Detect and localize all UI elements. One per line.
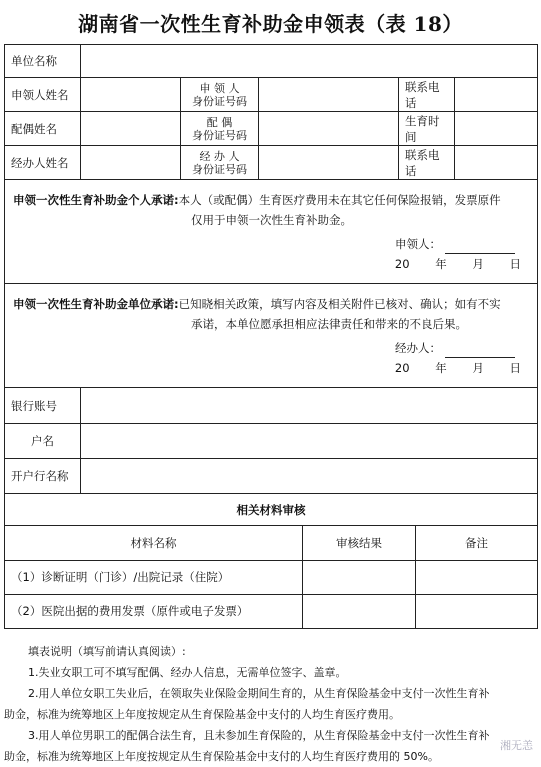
unit-pledge-text1: 已知晓相关政策，填写内容及相关附件已核对、确认；如有不实 (179, 297, 501, 311)
spouse-name-label: 配偶姓名 (5, 112, 81, 146)
applicant-signature-line[interactable] (445, 241, 515, 254)
personal-pledge-text2: 仅用于申领一次性生育补助金。 (13, 210, 529, 230)
unit-pledge-heading: 申领一次性生育补助金单位承诺: (13, 297, 179, 311)
account-holder-label: 户名 (5, 424, 81, 459)
handler-signature-line[interactable] (445, 345, 515, 358)
bank-account-label: 银行账号 (5, 388, 81, 424)
personal-pledge-heading: 申领一次性生育补助金个人承诺: (13, 193, 179, 207)
personal-pledge (5, 180, 538, 284)
phone2-label: 联系电话 (399, 146, 455, 180)
instruction-3a: 3.用人单位男职工的配偶合法生育，且未参加生育保险的，从生育保险基金中支付一次性生育补 (4, 725, 537, 746)
spouse-name-field[interactable] (81, 112, 181, 146)
bank-name-field[interactable] (81, 459, 538, 494)
personal-pledge-date: 20 年 月 日 (13, 254, 529, 274)
birth-time-label: 生育时间 (399, 112, 455, 146)
instruction-1: 1.失业女职工可不填写配偶、经办人信息，无需单位签字、盖章。 (4, 662, 537, 683)
review-remarks-2[interactable] (416, 594, 538, 628)
review-remarks-1[interactable] (416, 560, 538, 594)
review-result-1[interactable] (303, 560, 416, 594)
column-material-name: 材料名称 (5, 526, 303, 560)
instructions (4, 641, 537, 767)
column-remarks: 备注 (416, 526, 538, 560)
review-item-2: （2）医院出据的费用发票（原件或电子发票） (5, 594, 303, 628)
watermark: 湘无恙 (500, 737, 533, 753)
applicant-id-label: 申 领 人 身份证号码 (181, 78, 259, 112)
handler-id-label: 经 办 人 身份证号码 (181, 146, 259, 180)
spouse-id-label: 配 偶 身份证号码 (181, 112, 259, 146)
instruction-2b: 助金，标准为统筹地区上年度按规定从生育保险基金中支付的人均生育医疗费用。 (4, 704, 537, 725)
account-holder-field[interactable] (81, 424, 538, 459)
handler-id-field[interactable] (259, 146, 399, 180)
page-title: 湖南省一次性生育补助金申领表（表 18） (0, 8, 541, 37)
applicant-name-label: 申领人姓名 (5, 78, 81, 112)
handler-sign-label: 经办人： (395, 341, 441, 355)
unit-pledge-text2: 承诺，本单位愿承担相应法律责任和带来的不良后果。 (13, 314, 529, 334)
unit-name-label: 单位名称 (5, 45, 81, 78)
review-heading: 相关材料审核 (5, 494, 538, 526)
birth-time-field[interactable] (455, 112, 538, 146)
phone-field[interactable] (455, 78, 538, 112)
handler-name-label: 经办人姓名 (5, 146, 81, 180)
phone2-field[interactable] (455, 146, 538, 180)
applicant-name-field[interactable] (81, 78, 181, 112)
review-result-2[interactable] (303, 594, 416, 628)
column-review-result: 审核结果 (303, 526, 416, 560)
instructions-heading: 填表说明（填写前请认真阅读）: (4, 641, 537, 662)
handler-name-field[interactable] (81, 146, 181, 180)
unit-name-field[interactable] (81, 45, 538, 78)
unit-pledge (5, 284, 538, 388)
applicant-id-field[interactable] (259, 78, 399, 112)
instruction-3b: 助金，标准为统筹地区上年度按规定从生育保险基金中支付的人均生育医疗费用的 50%。 (4, 746, 537, 767)
instruction-2a: 2.用人单位女职工失业后，在领取失业保险金期间生育的，从生育保险基金中支付一次性生育补 (4, 683, 537, 704)
application-form (4, 44, 537, 629)
phone-label: 联系电话 (399, 78, 455, 112)
review-item-1: （1）诊断证明（门诊）/出院记录（住院） (5, 560, 303, 594)
bank-name-label: 开户行名称 (5, 459, 81, 494)
unit-pledge-date: 20 年 月 日 (13, 358, 529, 378)
applicant-sign-label: 申领人： (395, 237, 441, 251)
personal-pledge-text1: 本人（或配偶）生育医疗费用未在其它任何保险报销，发票原件 (179, 193, 501, 207)
bank-account-field[interactable] (81, 388, 538, 424)
spouse-id-field[interactable] (259, 112, 399, 146)
